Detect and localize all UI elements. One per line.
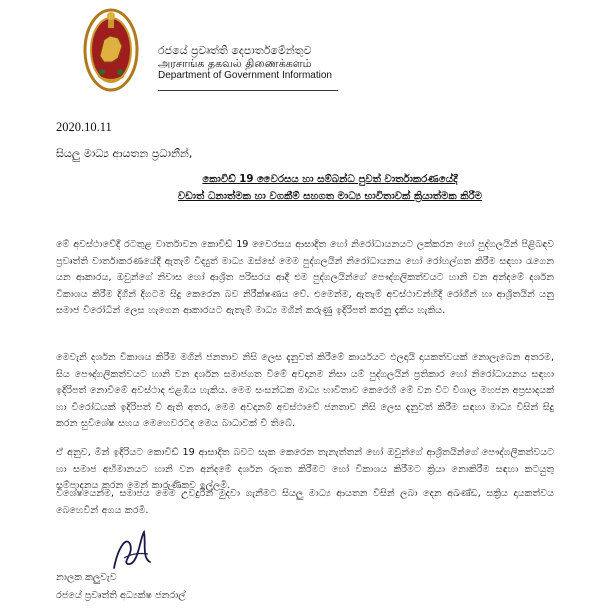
signatory-name: නාලක කලුවැව	[56, 572, 117, 583]
paragraph-1: මේ අවස්ථාවේදී රටතුළ වාර්තාවන කොවිඩ් 19 වෛරසය ආසාදිත හෝ නිරෝධායනයට ලක්කරන හෝ පුද්ගලයින් පිළිබඳව ප්‍රවෘත්ති වාර්තාකරණයේදී ඇතැම් විද්‍යුත් මාධ්‍ය ඔස්සේ මෙම පුද්ගලයින් නිරෝධායනය හෝ රෝහල්ගත කිරීම සඳහා රැගෙන යන ආකාරය, ඔවුන්ගේ නිවාස හෝ ආශ්‍රිත පරිසරය ආදී එම පුද්ගලයින්ගේ පෞද්ගලිකත්වයට හානි වන අන්දමේ දර්ශන විකාශය කිරීම දිගින් දිගටම සිදු කෙරෙන බව නිරීක්ෂණය වේ. එමෙන්ම, ඇතැම් අවස්ථාවන්හිදී රෝගීන් හා ආශ්‍රිතයින් යනු සමාජ විරෝධීන් ලෙස හැගෙන ආකාරයට ඇතැම් මාධ්‍ය මගින් කරුණු ඉදිරිපත් කරනු දැකිය හැකිය.	[56, 239, 554, 317]
department-name-sinhala: රජයේ ප්‍රවෘත්ති දෙපාර්තමේන්තුව	[158, 44, 312, 57]
paragraph-2: මෙවැනි දර්ශන විකාශය කිරීම මගින් ජනතාව නිසි ලෙස දැනුවත් කිරීමේ කාර්යයට ඵලදායි දායකත්වයක් නොලැබෙන අතරම, සිය පෞද්ගලිකත්වයට හානි වන දර්ශන සමාජගත වීමේ අවදානම නිසා යම් පුද්ගලයින් ප්‍රතිකාර හෝ නිරෝධායනය සඳහා ඉදිරිපත් නොවීමේ අවස්ථාද එළඹිය හැකිය. මෙම සංසන්ධක මාධ්‍ය භාවිතාව කෙරෙහි මේ වන විට විශාල මහජන අප්‍රසාදයක් හා විරෝධයක් ඉදිරිපත් වී ඇති අතර, මෙම අවදානම් අවස්ථාවේ ජනතාව නිසි ලෙස දැනුවත් කිරීම සඳහා මාධ්‍ය විසින් සිදු කරන සුවිශේෂ සහය මෙහෙවරටද මෙය බාධාවක් වී තිබේ.	[56, 352, 554, 430]
handwritten-signature-icon	[104, 518, 164, 578]
subject-heading	[120, 171, 540, 205]
subject-line-2: වඩාත් ධනාත්මක හා වගකීම් සහගත මාධ්‍ය භාවිතාවක් ක්‍රියාත්මක කිරීම	[177, 191, 483, 202]
letterhead-divider	[158, 90, 338, 91]
signatory-title: රජයේ ප්‍රවෘත්ති අධ්‍යක්ෂ ජනරාල්	[56, 590, 186, 601]
paragraph-3: ඒ අනුව, මින් ඉදිරියට කොවිඩ් 19 ආසාදිත බවට සැක කෙරෙන තැනැත්තන් හෝ ඔවුන්ගේ ආශ්‍රිතයින්ගේ පෞද්ගලිකත්වයට හා සමාජ අභිමානයට හානි වන අන්දමේ දර්ශන රූගත කිරීමට හෝ විකාශය කිරීමට ක්‍රියා නොකිරීම සඳහා කටයුතු සම්පාදනය කරන මෙන් කාරුණිකව ඉල්ලමි.	[56, 447, 554, 492]
sri-lanka-emblem-icon	[82, 6, 140, 94]
department-name-tamil: அரசாங்க தகவல் திணைக்களம்	[158, 57, 312, 70]
paragraph-4: විශේෂයෙන්ම, සමාජය මෙම උවදුරින් මුදවා ගැනීමට සියලු මාධ්‍ය ආයතන විසින් ලබා දෙන අඛණ්ඩ, සක්‍රිය දායකත්වය බෙහෙවින් අගය කරමි.	[56, 488, 554, 516]
letter-date: 2020.10.11	[56, 120, 112, 134]
department-name-english: Department of Government Information	[158, 70, 332, 81]
salutation: සියලු මාධ්‍ය ආයතන ප්‍රධානීන්,	[56, 147, 193, 160]
department-name-block	[158, 44, 348, 82]
subject-line-1: කොවිඩ් 19 වෛරසය හා සම්බන්ධ පුවත් වාර්තාකරණයේදී	[202, 174, 458, 185]
